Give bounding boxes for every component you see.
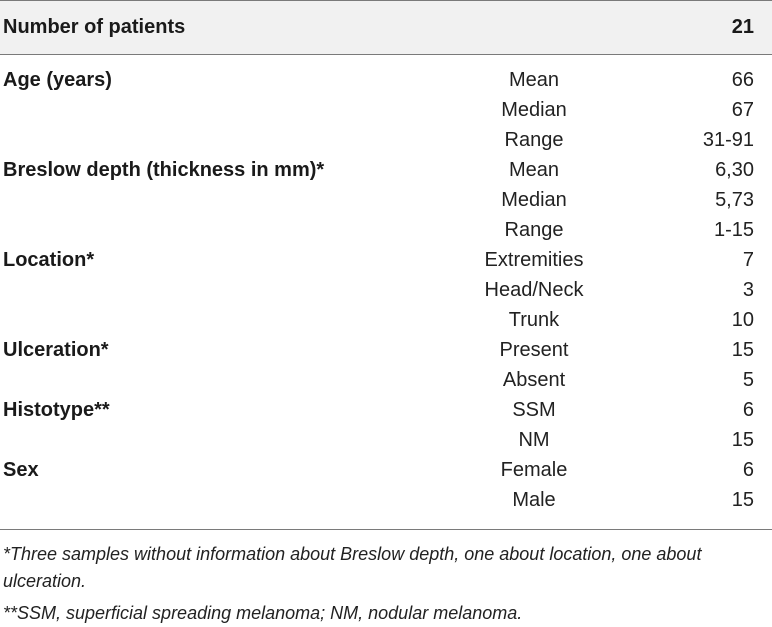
row-subcategory: Median: [501, 99, 567, 121]
table-row: [0, 248, 772, 278]
row-value: 15: [731, 489, 754, 511]
row-value: 10: [731, 309, 754, 331]
table-row: [0, 308, 772, 338]
row-subcategory: SSM: [512, 399, 556, 421]
table-bottom-rule: [0, 529, 772, 530]
header-label: Number of patients: [3, 16, 186, 38]
row-value: 1-15: [713, 219, 754, 241]
row-subcategory: Male: [512, 489, 556, 511]
table-row: [0, 158, 772, 188]
table-row: [0, 98, 772, 128]
row-subcategory: Absent: [502, 369, 566, 391]
row-subcategory: Trunk: [508, 309, 560, 331]
row-subcategory: Head/Neck: [484, 279, 584, 301]
table-row: [0, 218, 772, 248]
row-subcategory: NM: [518, 429, 550, 451]
table-row: [0, 188, 772, 218]
table-row: [0, 368, 772, 398]
row-category: Breslow depth (thickness in mm)*: [3, 159, 325, 181]
row-value: 6: [742, 459, 754, 481]
row-subcategory: Present: [499, 339, 569, 361]
row-value: 31-91: [702, 129, 754, 151]
table-footnotes: [3, 541, 771, 627]
table-row: [0, 428, 772, 458]
header-total: 21: [731, 16, 754, 38]
table-row: [0, 488, 772, 518]
row-value: 7: [742, 249, 754, 271]
table-row: [0, 338, 772, 368]
table-row: [0, 68, 772, 98]
row-category: Histotype**: [3, 399, 110, 421]
row-category: Sex: [3, 459, 39, 481]
row-subcategory: Extremities: [484, 249, 584, 271]
row-subcategory: Mean: [508, 69, 560, 91]
row-subcategory: Mean: [508, 159, 560, 181]
table-row: [0, 128, 772, 158]
table-header: [0, 0, 772, 55]
table-row: [0, 458, 772, 488]
table-body: [0, 68, 772, 518]
row-subcategory: Female: [500, 459, 568, 481]
table-row: [0, 278, 772, 308]
row-subcategory: Range: [504, 129, 564, 151]
footnote-missing-data: *Three samples without information about Breslow depth, one about location, one about ulceration.: [3, 544, 702, 591]
row-value: 66: [731, 69, 754, 91]
footnote-abbreviations: **SSM, superficial spreading melanoma; NM, nodular melanoma.: [3, 603, 523, 623]
row-value: 6: [742, 399, 754, 421]
row-subcategory: Median: [501, 189, 567, 211]
row-value: 5,73: [715, 189, 754, 211]
row-value: 6,30: [715, 159, 754, 181]
row-value: 3: [742, 279, 754, 301]
row-value: 15: [731, 339, 754, 361]
row-value: 67: [731, 99, 754, 121]
row-category: Ulceration*: [3, 339, 109, 361]
row-value: 15: [731, 429, 754, 451]
table-row: [0, 398, 772, 428]
row-subcategory: Range: [504, 219, 564, 241]
row-category: Age (years): [3, 69, 112, 91]
row-value: 5: [742, 369, 754, 391]
row-category: Location*: [3, 249, 95, 271]
